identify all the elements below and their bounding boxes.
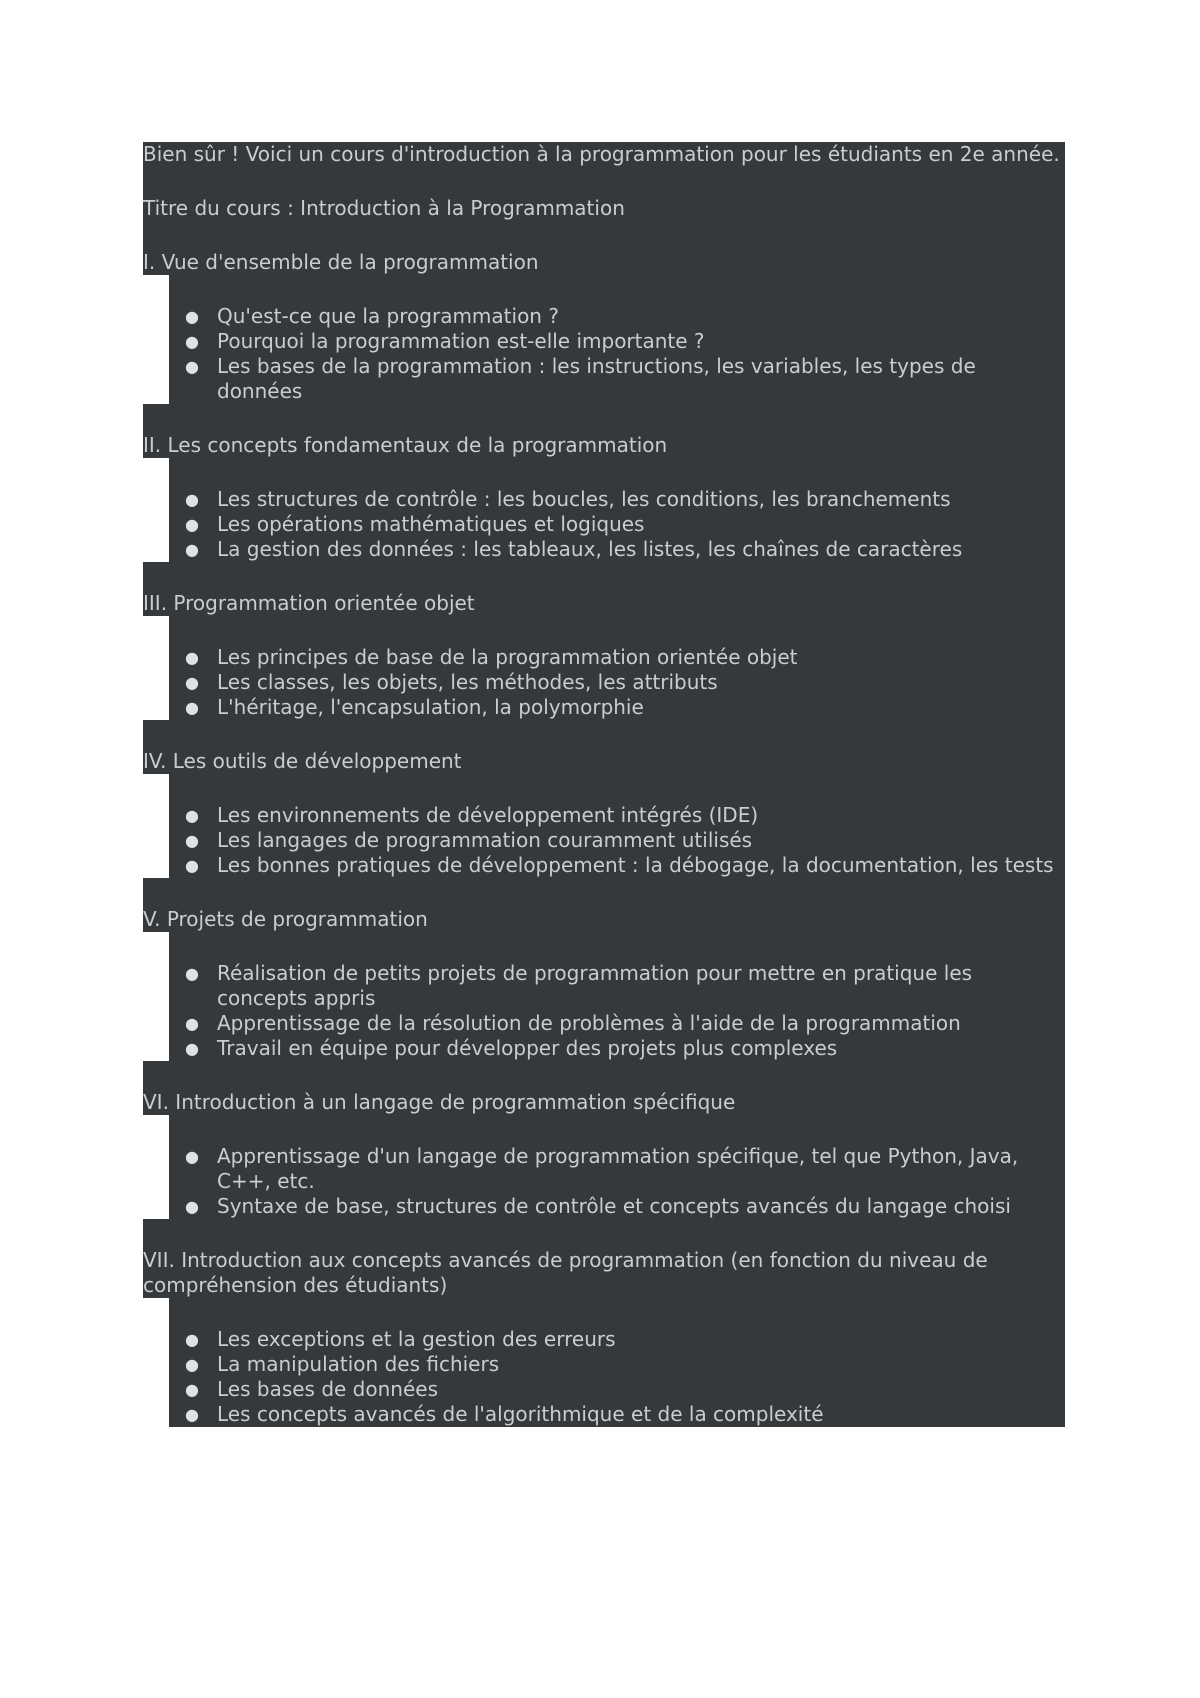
bullet-icon: ● bbox=[185, 1014, 199, 1033]
bullet-icon: ● bbox=[185, 515, 199, 534]
list-item bbox=[169, 1144, 1065, 1194]
bullet-icon: ● bbox=[185, 648, 199, 667]
bullet-icon: ● bbox=[185, 1405, 199, 1424]
course-title: Titre du cours : Introduction à la Programmation bbox=[143, 196, 1065, 221]
list-item bbox=[169, 512, 1065, 537]
bullet-icon: ● bbox=[185, 307, 199, 326]
bullet-list bbox=[169, 1144, 1065, 1219]
list-item-text: Travail en équipe pour développer des projets plus complexes bbox=[217, 1036, 838, 1060]
list-item-text: Pourquoi la programmation est-elle importante ? bbox=[217, 329, 705, 353]
list-item-text: Syntaxe de base, structures de contrôle et concepts avancés du langage choisi bbox=[217, 1194, 1011, 1218]
bullet-icon: ● bbox=[185, 806, 199, 825]
paragraph-gap bbox=[169, 774, 1065, 803]
list-item bbox=[169, 961, 1065, 1011]
bullet-icon: ● bbox=[185, 540, 199, 559]
paragraph-gap bbox=[143, 878, 1065, 907]
list-item-text: Qu'est-ce que la programmation ? bbox=[217, 304, 559, 328]
list-item-text: Les bases de la programmation : les instructions, les variables, les types de données bbox=[217, 354, 976, 403]
list-item-text: La manipulation des fichiers bbox=[217, 1352, 500, 1376]
paragraph-gap bbox=[143, 562, 1065, 591]
bullet-list bbox=[169, 304, 1065, 404]
section-heading: VII. Introduction aux concepts avancés de programmation (en fonction du niveau de compréhension des étudiants) bbox=[143, 1248, 1065, 1298]
list-item bbox=[169, 853, 1065, 878]
bullet-icon: ● bbox=[185, 1039, 199, 1058]
section-heading: VI. Introduction à un langage de programmation spécifique bbox=[143, 1090, 1065, 1115]
bullet-list bbox=[169, 645, 1065, 720]
paragraph-gap bbox=[143, 221, 1065, 250]
bullet-icon: ● bbox=[185, 332, 199, 351]
section-heading: IV. Les outils de développement bbox=[143, 749, 1065, 774]
list-item-text: Les concepts avancés de l'algorithmique et de la complexité bbox=[217, 1402, 824, 1426]
paragraph-gap bbox=[143, 1061, 1065, 1090]
list-item bbox=[169, 304, 1065, 329]
list-item bbox=[169, 670, 1065, 695]
bullet-list bbox=[169, 961, 1065, 1061]
bullet-icon: ● bbox=[185, 357, 199, 376]
bullet-icon: ● bbox=[185, 1380, 199, 1399]
list-item bbox=[169, 828, 1065, 853]
list-item-text: Les opérations mathématiques et logiques bbox=[217, 512, 645, 536]
list-item-text: Les classes, les objets, les méthodes, les attributs bbox=[217, 670, 718, 694]
paragraph-gap bbox=[143, 404, 1065, 433]
list-item bbox=[169, 487, 1065, 512]
list-item bbox=[169, 645, 1065, 670]
list-item bbox=[169, 1194, 1065, 1219]
bullet-icon: ● bbox=[185, 490, 199, 509]
list-item bbox=[169, 537, 1065, 562]
paragraph-gap bbox=[169, 616, 1065, 645]
list-item-text: Les langages de programmation couramment utilisés bbox=[217, 828, 753, 852]
bullet-icon: ● bbox=[185, 1355, 199, 1374]
list-item-text: Les principes de base de la programmation orientée objet bbox=[217, 645, 798, 669]
list-item-text: Les bonnes pratiques de développement : la débogage, la documentation, les tests bbox=[217, 853, 1054, 877]
paragraph-gap bbox=[143, 720, 1065, 749]
bullet-icon: ● bbox=[185, 831, 199, 850]
paragraph-gap bbox=[143, 167, 1065, 196]
list-item-text: Les environnements de développement intégrés (IDE) bbox=[217, 803, 759, 827]
list-item-text: Les exceptions et la gestion des erreurs bbox=[217, 1327, 616, 1351]
list-item-text: Apprentissage de la résolution de problèmes à l'aide de la programmation bbox=[217, 1011, 961, 1035]
list-item bbox=[169, 803, 1065, 828]
section-heading: I. Vue d'ensemble de la programmation bbox=[143, 250, 1065, 275]
bullet-icon: ● bbox=[185, 1147, 199, 1166]
list-item-text: L'héritage, l'encapsulation, la polymorphie bbox=[217, 695, 644, 719]
list-item bbox=[169, 329, 1065, 354]
list-item-text: Les structures de contrôle : les boucles, les conditions, les branchements bbox=[217, 487, 951, 511]
list-item bbox=[169, 354, 1065, 404]
bullet-icon: ● bbox=[185, 964, 199, 983]
bullet-icon: ● bbox=[185, 698, 199, 717]
paragraph-gap bbox=[169, 1115, 1065, 1144]
list-item bbox=[169, 1327, 1065, 1352]
bullet-list bbox=[169, 803, 1065, 878]
paragraph-gap bbox=[169, 932, 1065, 961]
bullet-icon: ● bbox=[185, 856, 199, 875]
paragraph-gap bbox=[169, 458, 1065, 487]
list-item bbox=[169, 695, 1065, 720]
list-item bbox=[169, 1402, 1065, 1427]
section-heading: III. Programmation orientée objet bbox=[143, 591, 1065, 616]
list-item bbox=[169, 1036, 1065, 1061]
paragraph-gap bbox=[169, 1298, 1065, 1327]
list-item bbox=[169, 1377, 1065, 1402]
paragraph-gap bbox=[169, 275, 1065, 304]
list-item-text: Réalisation de petits projets de programmation pour mettre en pratique les concepts appris bbox=[217, 961, 973, 1010]
list-item bbox=[169, 1352, 1065, 1377]
bullet-icon: ● bbox=[185, 673, 199, 692]
intro-paragraph: Bien sûr ! Voici un cours d'introduction à la programmation pour les étudiants en 2e année. bbox=[143, 142, 1065, 167]
bullet-list bbox=[169, 487, 1065, 562]
section-heading: V. Projets de programmation bbox=[143, 907, 1065, 932]
list-item-text: Les bases de données bbox=[217, 1377, 438, 1401]
section-heading: II. Les concepts fondamentaux de la programmation bbox=[143, 433, 1065, 458]
bullet-list bbox=[169, 1327, 1065, 1427]
bullet-icon: ● bbox=[185, 1197, 199, 1216]
paragraph-gap bbox=[143, 1219, 1065, 1248]
document-body bbox=[143, 142, 1065, 1427]
bullet-icon: ● bbox=[185, 1330, 199, 1349]
list-item bbox=[169, 1011, 1065, 1036]
list-item-text: La gestion des données : les tableaux, les listes, les chaînes de caractères bbox=[217, 537, 963, 561]
list-item-text: Apprentissage d'un langage de programmation spécifique, tel que Python, Java, C++, etc. bbox=[217, 1144, 1019, 1193]
